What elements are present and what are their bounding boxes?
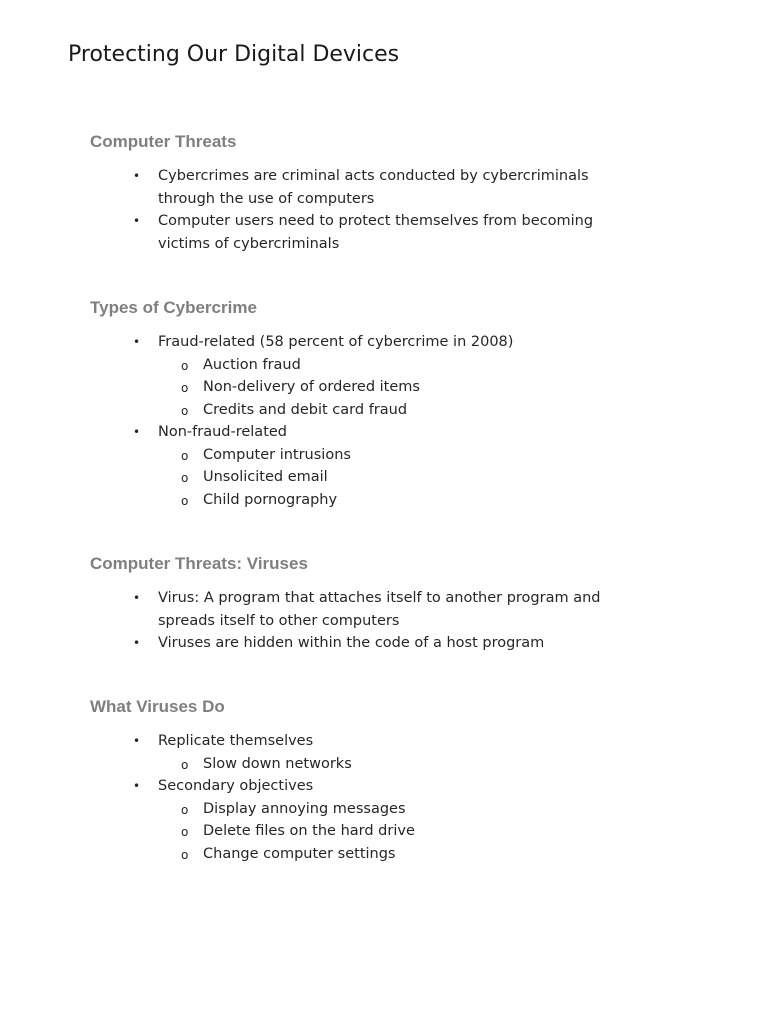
list-item [90,632,613,655]
circle-bullet-icon: o [181,358,189,373]
circle-bullet-icon: o [181,825,189,839]
list-item-text: Cybercrimes are criminal acts conducted by cybercriminals through the use of computers [158,168,589,207]
sub-list-item-text: Delete files on the hard drive [203,823,415,839]
list-item [90,165,613,210]
list-item [90,730,613,753]
list-item-text: Non-fraud-related [158,424,288,440]
sub-list-item-text: Non-delivery of ordered items [203,379,420,395]
bullet-icon: • [133,335,141,349]
list-item [90,331,613,354]
section-what-viruses-do [90,697,690,865]
list-item [90,210,613,255]
bullet-icon: • [133,169,141,183]
bullet-list [90,165,690,255]
sub-list-item [90,798,690,821]
list-item-text: Virus: A program that attaches itself to another program and spreads itself to other computers [158,590,601,629]
bullet-icon: • [133,734,141,748]
sub-list-item-text: Auction fraud [203,356,301,373]
bullet-list [90,730,690,865]
section-types-of-cybercrime [90,298,690,511]
bullet-icon: • [133,214,141,228]
sub-list-item-text: Change computer settings [203,845,396,862]
circle-bullet-icon: o [181,448,189,463]
section-heading: Computer Threats: Viruses [90,554,308,573]
sub-list-item [90,753,690,776]
sub-list-item [90,444,690,467]
sub-list-item-text: Computer intrusions [203,446,351,463]
circle-bullet-icon: o [181,493,189,508]
sub-list-item [90,820,690,843]
list-item-text: Fraud-related (58 percent of cybercrime in 2008) [158,334,514,350]
sub-list-item-text: Child pornography [203,491,338,508]
sub-list-item [90,376,690,399]
list-item-text: Computer users need to protect themselves from becoming victims of cybercriminals [158,213,594,252]
bullet-icon: • [133,636,141,650]
bullet-list [90,587,690,655]
sub-list-item [90,843,690,866]
circle-bullet-icon: o [181,847,189,862]
section-computer-threats-viruses [90,554,690,655]
list-item [90,587,613,632]
document-title: Protecting Our Digital Devices [68,42,400,67]
circle-bullet-icon: o [181,802,189,817]
circle-bullet-icon: o [181,471,189,485]
sub-list-item [90,399,690,422]
sub-list-item-text: Display annoying messages [203,800,406,817]
list-item-text: Viruses are hidden within the code of a host program [158,635,545,651]
section-heading: What Viruses Do [90,697,225,716]
sub-list-item [90,466,690,489]
list-item [90,421,613,444]
bullet-icon: • [133,591,141,605]
sub-list-item [90,354,690,377]
bullet-icon: • [133,425,141,439]
list-item-text: Replicate themselves [158,733,314,749]
list-item-text: Secondary objectives [158,778,314,794]
circle-bullet-icon: o [181,403,189,418]
sub-list-item-text: Slow down networks [203,755,352,772]
section-heading: Computer Threats [90,132,237,151]
circle-bullet-icon: o [181,757,189,772]
section-heading: Types of Cybercrime [90,298,257,317]
list-item [90,775,613,798]
section-computer-threats [90,132,690,255]
sub-list-item [90,489,690,512]
sub-list-item-text: Credits and debit card fraud [203,401,408,418]
sub-list-item-text: Unsolicited email [203,469,328,485]
circle-bullet-icon: o [181,381,189,395]
bullet-icon: • [133,779,141,793]
bullet-list [90,331,690,511]
